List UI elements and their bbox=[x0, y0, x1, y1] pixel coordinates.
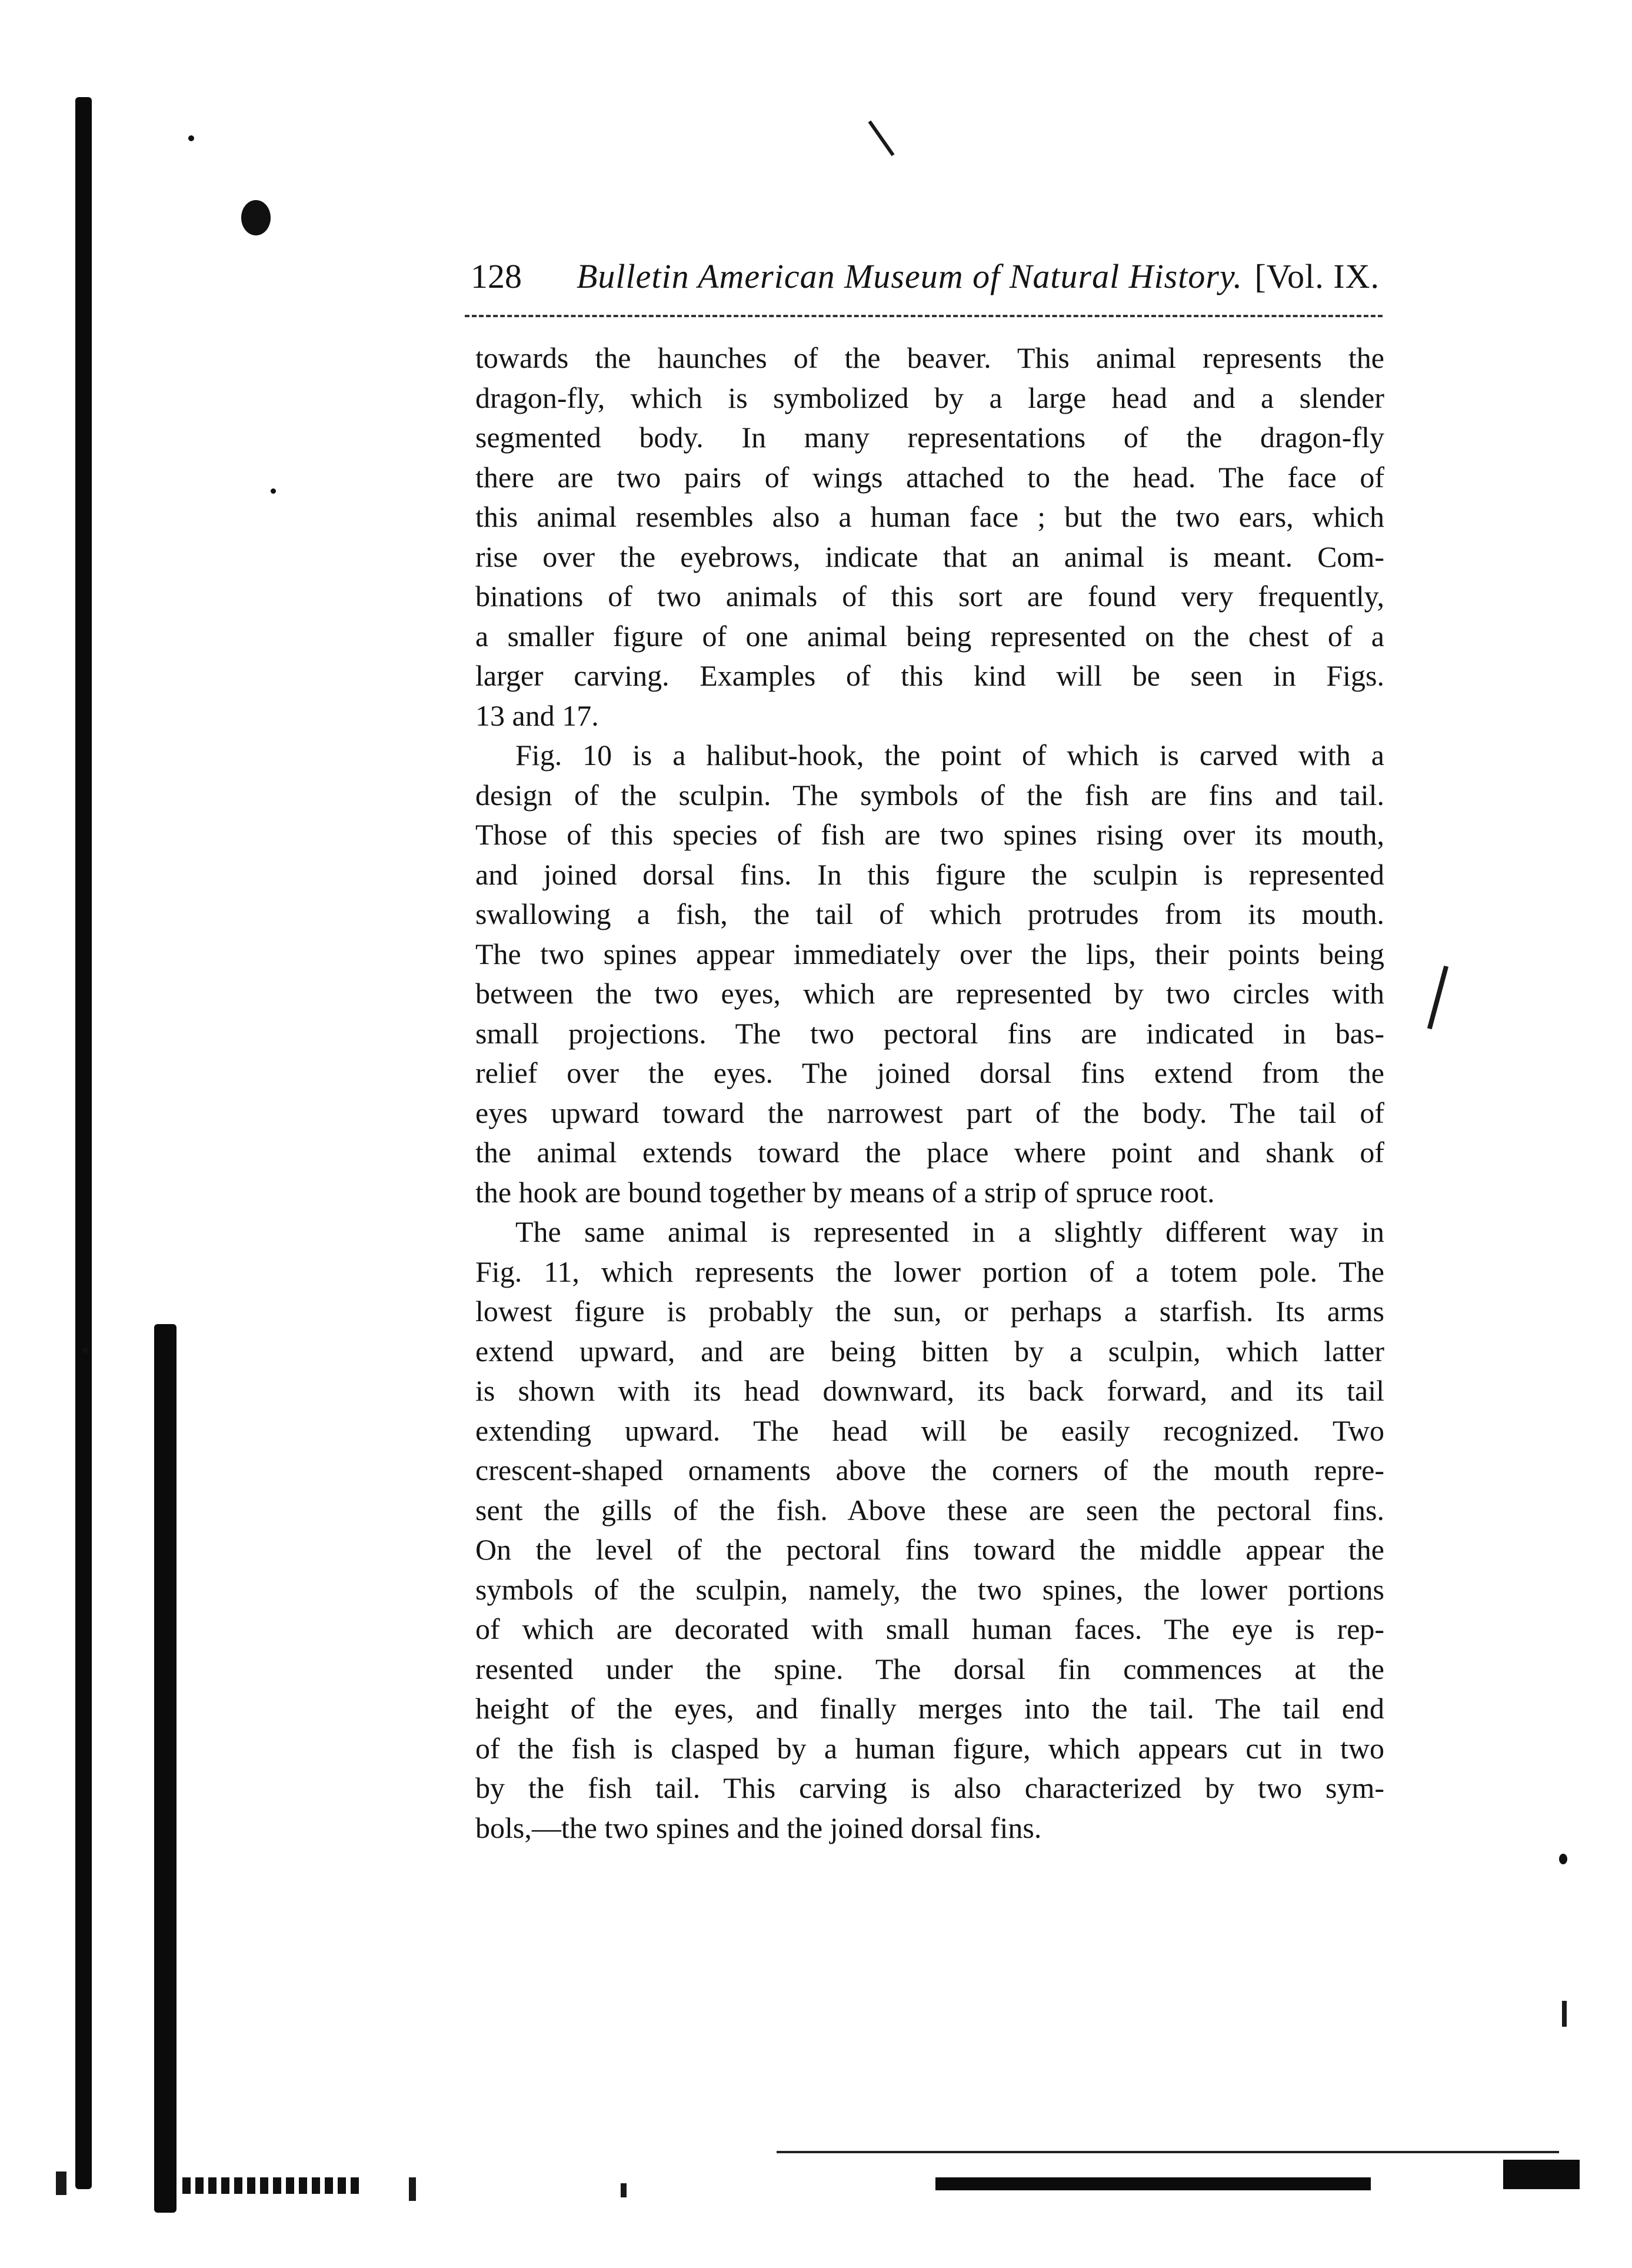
text-line: design of the sculpin. The symbols of the fish are fins and tail. bbox=[475, 778, 1384, 812]
text-line: rise over the eyebrows, indicate that an animal is meant. Com- bbox=[475, 540, 1384, 573]
text-line: by the fish tail. This carving is also characterized by two sym- bbox=[475, 1771, 1384, 1804]
scan-bottom-bar bbox=[935, 2177, 1371, 2190]
text-line: The same animal is represented in a slightly different way in bbox=[515, 1215, 1384, 1248]
scan-mark bbox=[1427, 966, 1448, 1029]
scan-mark bbox=[56, 2171, 66, 2195]
scan-mark bbox=[868, 121, 894, 157]
text-line: 13 and 17. bbox=[475, 699, 599, 732]
running-title: Bulletin American Museum of Natural History. bbox=[577, 257, 1243, 295]
scan-bottom-rule bbox=[777, 2151, 1559, 2153]
scan-bottom-smudge bbox=[182, 2177, 359, 2194]
text-line: and joined dorsal fins. In this figure the sculpin is represented bbox=[475, 857, 1384, 891]
text-line: this animal resembles also a human face ; but the two ears, which bbox=[475, 500, 1384, 533]
text-line: height of the eyes, and finally merges into the tail. The tail end bbox=[475, 1692, 1384, 1725]
text-line: between the two eyes, which are represented by two circles with bbox=[475, 977, 1384, 1010]
scan-blot bbox=[241, 200, 271, 235]
volume-label: [Vol. IX. bbox=[1254, 257, 1380, 295]
text-line: segmented body. In many representations of the dragon-fly bbox=[475, 421, 1384, 454]
text-line: eyes upward toward the narrowest part of the body. The tail of bbox=[475, 1096, 1384, 1129]
text-line: of which are decorated with small human faces. The eye is rep- bbox=[475, 1612, 1384, 1645]
text-line: a smaller figure of one animal being represented on the chest of a bbox=[475, 619, 1384, 653]
text-line: lowest figure is probably the sun, or perhaps a starfish. Its arms bbox=[475, 1295, 1384, 1328]
text-line: crescent-shaped ornaments above the corners of the mouth repre- bbox=[475, 1454, 1384, 1486]
text-line: is shown with its head downward, its back forward, and its tail bbox=[475, 1374, 1384, 1407]
text-line: Fig. 10 is a halibut-hook, the point of which is carved with a bbox=[515, 739, 1384, 771]
scan-speck bbox=[188, 135, 194, 141]
page-number: 128 bbox=[471, 257, 522, 295]
scan-speck bbox=[82, 1348, 88, 1354]
text-line: extend upward, and are being bitten by a sculpin, which latter bbox=[475, 1334, 1384, 1368]
scan-binding-shadow bbox=[75, 97, 92, 2189]
scan-speck bbox=[271, 488, 276, 494]
text-line: The two spines appear immediately over the lips, their points being bbox=[475, 937, 1384, 970]
text-line: symbols of the sculpin, namely, the two spines, the lower portions bbox=[475, 1572, 1384, 1606]
text-line: small projections. The two pectoral fins are indicated in bas- bbox=[475, 1016, 1384, 1050]
text-line: relief over the eyes. The joined dorsal fins extend from the bbox=[475, 1056, 1384, 1089]
running-header bbox=[471, 250, 1380, 303]
scan-binding-shadow-lower bbox=[154, 1324, 176, 2213]
text-line: On the level of the pectoral fins toward the middle appear the bbox=[475, 1533, 1384, 1566]
text-line: resented under the spine. The dorsal fin commences at the bbox=[475, 1652, 1384, 1685]
body-text bbox=[475, 338, 1384, 1848]
scan-bottom-corner bbox=[1503, 2160, 1580, 2189]
scan-mark bbox=[409, 2177, 416, 2201]
scan-speck bbox=[1559, 1854, 1567, 1864]
text-line: of the fish is clasped by a human figure, which appears cut in two bbox=[475, 1731, 1384, 1765]
text-line: there are two pairs of wings attached to the head. The face of bbox=[475, 460, 1384, 494]
text-line: Those of this species of fish are two spines rising over its mouth, bbox=[475, 818, 1384, 851]
text-line: dragon-fly, which is symbolized by a large head and a slender bbox=[475, 381, 1384, 414]
scan-mark bbox=[1562, 2001, 1567, 2027]
text-line: extending upward. The head will be easily recognized. Two bbox=[475, 1414, 1384, 1447]
text-line: binations of two animals of this sort are found very frequently, bbox=[475, 580, 1384, 613]
text-line: bols,—the two spines and the joined dorsal fins. bbox=[475, 1811, 1042, 1844]
text-line: towards the haunches of the beaver. This animal represents the bbox=[475, 341, 1384, 374]
text-line: larger carving. Examples of this kind will be seen in Figs. bbox=[475, 659, 1384, 692]
text-line: the animal extends toward the place where point and shank of bbox=[475, 1136, 1384, 1169]
scan-mark bbox=[621, 2183, 627, 2197]
header-rule bbox=[465, 315, 1383, 317]
text-line: swallowing a fish, the tail of which protrudes from its mouth. bbox=[475, 897, 1384, 930]
text-line: Fig. 11, which represents the lower portion of a totem pole. The bbox=[475, 1255, 1384, 1288]
text-line: the hook are bound together by means of a strip of spruce root. bbox=[475, 1175, 1215, 1209]
text-line: sent the gills of the fish. Above these are seen the pectoral fins. bbox=[475, 1493, 1384, 1527]
